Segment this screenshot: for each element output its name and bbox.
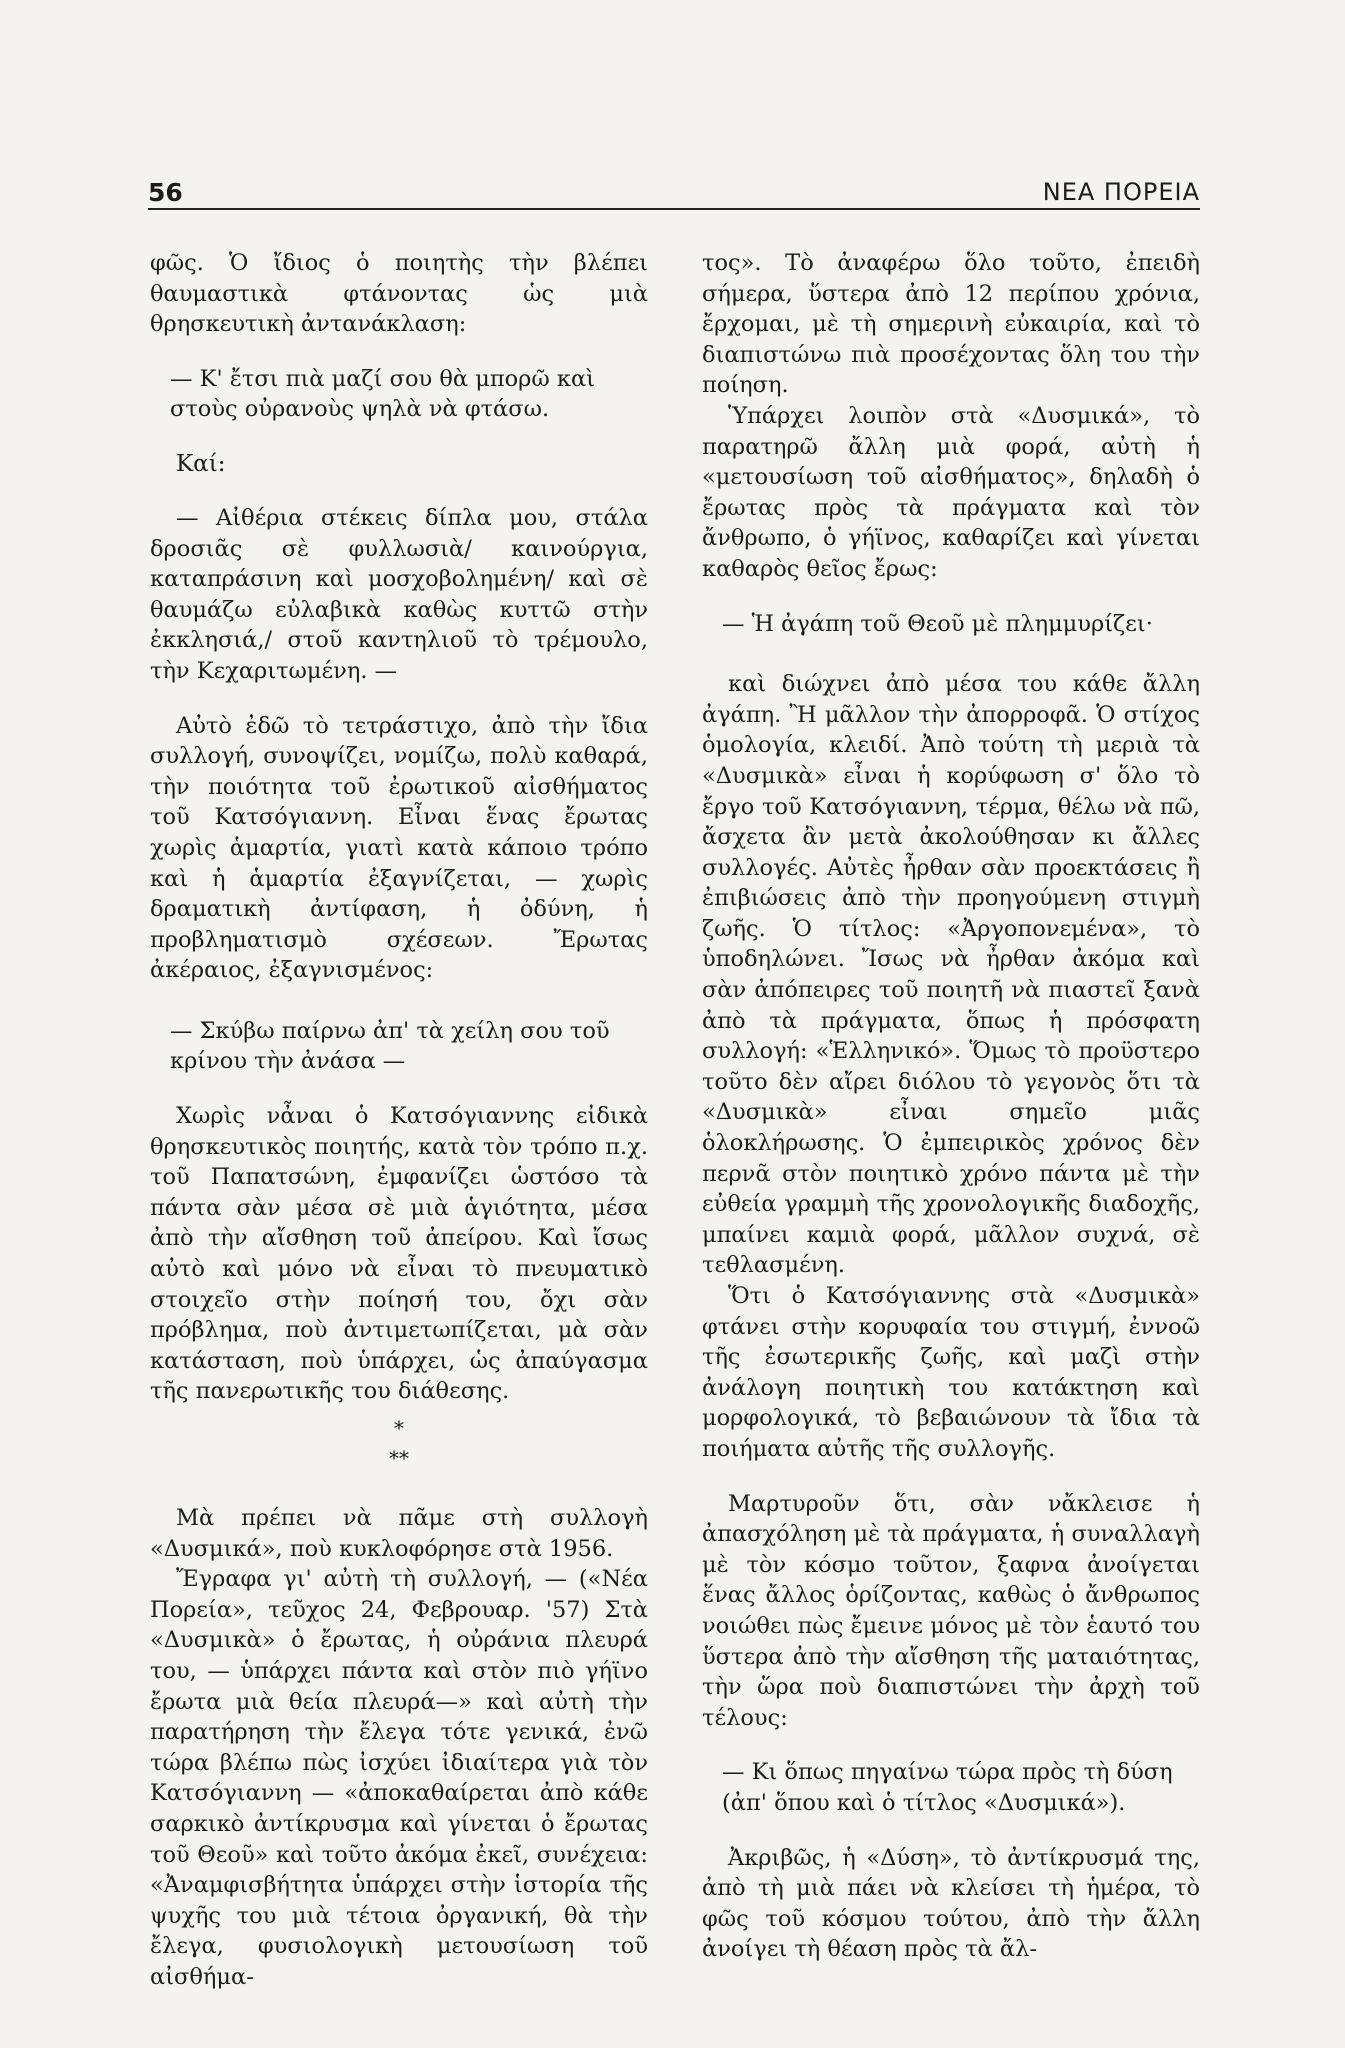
- verse-quote: — Κ' ἔτσι πιὰ μαζί σου θὰ μπορῶ καὶ στοὺς οὐρανοὺς ψηλὰ νὰ φτάσω.: [170, 365, 595, 423]
- verse-quote: — Ἡ ἀγάπη τοῦ Θεοῦ μὲ πλημμυρίζει·: [722, 610, 1153, 637]
- running-header: [148, 178, 1200, 210]
- left-column: [150, 248, 648, 1993]
- paragraph: Ὅτι ὁ Κατσόγιαννης στὰ «Δυσμικὰ» φτάνει στὴν κορυφαία του στιγμή, ἐννοῶ τῆς ἐσωτερικῆς ζωῆς, καὶ μαζὶ στὴν ἀνάλογη ποιητικὴ του κατάκτηση καὶ μορφολογικά, τὸ βεβαιώνουν τὰ ἴδια τὰ ποιήματα αὐτῆς τῆς συλλογῆς.: [702, 1283, 1200, 1462]
- paragraph: Χωρὶς νἆναι ὁ Κατσόγιαννης εἰδικὰ θρησκευτικὸς ποιητής, κατὰ τὸν τρόπο π.χ. τοῦ Παπατσώνη, ἐμφανίζει ὡστόσο τὰ πάντα σὰν μέσα σὲ μιὰ ἁγιότητα, μέσα ἀπὸ τὴν αἴσθηση τοῦ ἀπείρου. Καὶ ἴσως αὐτὸ καὶ μόνο νὰ εἶναι τὸ πνευματικὸ στοιχεῖο στὴν ποίησή του, ὄχι σὰν πρόβλημα, ποὺ ἀντιμετωπίζεται, μὰ σὰν κατάσταση, ποὺ ὑπάρχει, ὡς ἀπαύγασμα τῆς πανερωτικῆς του διάθεσης.: [150, 1103, 648, 1405]
- verse-quote: — Κι ὅπως πηγαίνω τώρα πρὸς τὴ δύση (ἀπ' ὅπου καὶ ὁ τίτλος «Δυσμικά»).: [722, 1759, 1173, 1816]
- paragraph: Αὐτὸ ἐδῶ τὸ τετράστιχο, ἀπὸ τὴν ἴδια συλλογή, συνοψίζει, νομίζω, πολὺ καθαρά, τὴν ποιότητα τοῦ ἐρωτικοῦ αἰσθήματος τοῦ Κατσόγιαννη. Εἶναι ἕνας ἔρωτας χωρὶς ἁμαρτία, γιατὶ κατὰ κάποιο τρόπο καὶ ἡ ἁμαρτία ἐξαγνίζεται, — χωρὶς δραματικὴ ἀντίφαση, ἡ ὀδύνη, ἡ προβληματισμὸ σχέσεων. Ἔρωτας ἀκέραιος, ἐξαγνισμένος:: [150, 712, 648, 984]
- paragraph: Μὰ πρέπει νὰ πᾶμε στὴ συλλογὴ «Δυσμικά», ποὺ κυκλοφόρησε στὰ 1956.: [150, 1505, 648, 1562]
- paragraph: Ὑπάρχει λοιπὸν στὰ «Δυσμικά», τὸ παρατηρῶ ἄλλη μιὰ φορά, αὐτὴ ἡ «μετουσίωση τοῦ αἰσθήματος», δηλαδὴ ὁ ἔρωτας πρὸς τὰ πράγματα καὶ τὸν ἄνθρωπο, ὁ γήϊνος, καθαρίζει καὶ γίνεται καθαρὸς θεῖος ἔρως:: [702, 402, 1200, 582]
- paragraph: φῶς. Ὁ ἴδιος ὁ ποιητὴς τὴν βλέπει θαυμαστικὰ φτάνοντας ὡς μιὰ θρησκευτικὴ ἀντανάκλαση:: [150, 250, 648, 338]
- paragraph: καὶ διώχνει ἀπὸ μέσα του κάθε ἄλλη ἀγάπη. Ἢ μᾶλλον τὴν ἀπορροφᾶ. Ὁ στίχος ὁμολογία, κλειδί. Ἀπὸ τούτη τὴ μεριὰ τὰ «Δυσμικὰ» εἶναι ἡ κορύφωση σ' ὅλο τὸ ἔργο τοῦ Κατσόγιαννη, τέρμα, θέλω νὰ πῶ, ἄσχετα ἂν μετὰ ἀκολούθησαν κι ἄλλες συλλογές. Αὐτὲς ἦρθαν σὰν προεκτάσεις ἢ ἐπιβιώσεις ἀπὸ τὴν προηγούμενη στιγμὴ ζωῆς. Ὁ τίτλος: «Ἀργοπονεμένα», τὸ ὑποδηλώνει. Ἴσως νὰ ἦρθαν ἀκόμα καὶ σὰν ἀπόπειρες τοῦ ποιητῆ νὰ πιαστεῖ ξανὰ ἀπὸ τὰ πράγματα, ὅπως ἡ πρόσφατη συλλογή: «Ἑλληνικό». Ὅμως τὸ προϋστερο τοῦτο δὲν αἴρει διόλου τὸ γεγονὸς ὅτι τὰ «Δυσμικὰ» εἶναι σημεῖο μιᾶς ὁλοκλήρωσης. Ὁ ἐμπειρικὸς χρόνος δὲν περνᾶ στὸν ποιητικὸ χρόνο πάντα μὲ τὴν εὐθεία γραμμὴ τῆς χρονολογικῆς διαδοχῆς, μπαίνει καμιὰ φορά, μᾶλλον συχνά, σὲ τεθλασμένη.: [702, 671, 1200, 1279]
- paragraph: τος». Τὸ ἀναφέρω ὅλο τοῦτο, ἐπειδὴ σήμερα, ὕστερα ἀπὸ 12 περίπου χρόνια, ἔρχομαι, μὲ τὴ σημερινὴ εὐκαιρία, καὶ τὸ διαπιστώνω πιὰ προσέχοντας ὅλη του τὴν ποίηση.: [702, 250, 1200, 399]
- paragraph: Καί:: [176, 450, 226, 477]
- section-separator: * **: [389, 1416, 409, 1470]
- paragraph: Μαρτυροῦν ὅτι, σὰν νἄκλεισε ἡ ἀπασχόληση μὲ τὰ πράγματα, ἡ συναλλαγὴ μὲ τὸν κόσμο τοῦτον, ξαφνα ἀνοίγεται ἕνας ἄλλος ὁρίζοντας, καθὼς ὁ ἄνθρωπος νοιώθει πὼς ἔμεινε μόνος μὲ τὸν ἑαυτό του ὕστερα ἀπὸ τὴν αἴσθηση τῆς ματαιότητας, τὴν ὥρα ποὺ διαπιστώνει τὴν ἀρχὴ τοῦ τέλους:: [702, 1490, 1200, 1731]
- paragraph: Ἀκριβῶς, ἡ «Δύση», τὸ ἀντίκρυσμά της, ἀπὸ τὴ μιὰ πάει νὰ κλείσει τὴ ἡμέρα, τὸ φῶς τοῦ κόσμου τούτου, ἀπὸ τὴν ἄλλη ἀνοίγει τὴ θέαση πρὸς τὰ ἄλ-: [702, 1844, 1200, 1963]
- page-number: 56: [148, 178, 183, 207]
- journal-title: ΝΕΑ ΠΟΡΕΙΑ: [1042, 178, 1200, 206]
- verse-quote: — Σκύβω παίρνω ἀπ' τὰ χείλη σου τοῦ κρίνου τὴν ἀνάσα —: [170, 1017, 610, 1075]
- verse-quote: — Αἰθέρια στέκεις δίπλα μου, στάλα δροσιᾶς σὲ φυλλωσιὰ/ καινούργια, καταπράσινη καὶ μοσχοβολημένη/ καὶ σὲ θαυμάζω εὐλαβικὰ καθὼς κυττῶ στὴν ἐκκλησιά,/ στοῦ καντηλιοῦ τὸ τρέμουλο, τὴν Κεχαριτωμένη. —: [150, 504, 648, 684]
- right-column: [702, 248, 1200, 1965]
- paragraph: Ἔγραφα γι' αὐτὴ τὴ συλλογή, — («Νέα Πορεία», τεῦχος 24, Φεβρουαρ. '57) Στὰ «Δυσμικὰ» ὁ ἔρωτας, ἡ οὐράνια πλευρά του, — ὑπάρχει πάντα καὶ στὸν πιὸ γήϊνο ἔρωτα μιὰ θεία πλευρά—» καὶ αὐτὴ τὴν παρατήρηση τὴν ἔλεγα τότε γενικά, ἐνῶ τώρα βλέπω πὼς ἰσχύει ἰδιαίτερα γιὰ τὸν Κατσόγιαννη — «ἀποκαθαίρεται ἀπὸ κάθε σαρκικὸ ἀντίκρυσμα καὶ γίνεται ὁ ἔρωτας τοῦ Θεοῦ» καὶ τοῦτο ἀκόμα ἐκεῖ, συνέχεια: «Ἀναμφισβήτητα ὑπάρχει στὴν ἱστορία τῆς ψυχῆς του μιὰ τέτοια ὀργανική, θὰ τὴν ἔλεγα, φυσιολογικὴ μετουσίωση τοῦ αἰσθήμα-: [150, 1566, 648, 1990]
